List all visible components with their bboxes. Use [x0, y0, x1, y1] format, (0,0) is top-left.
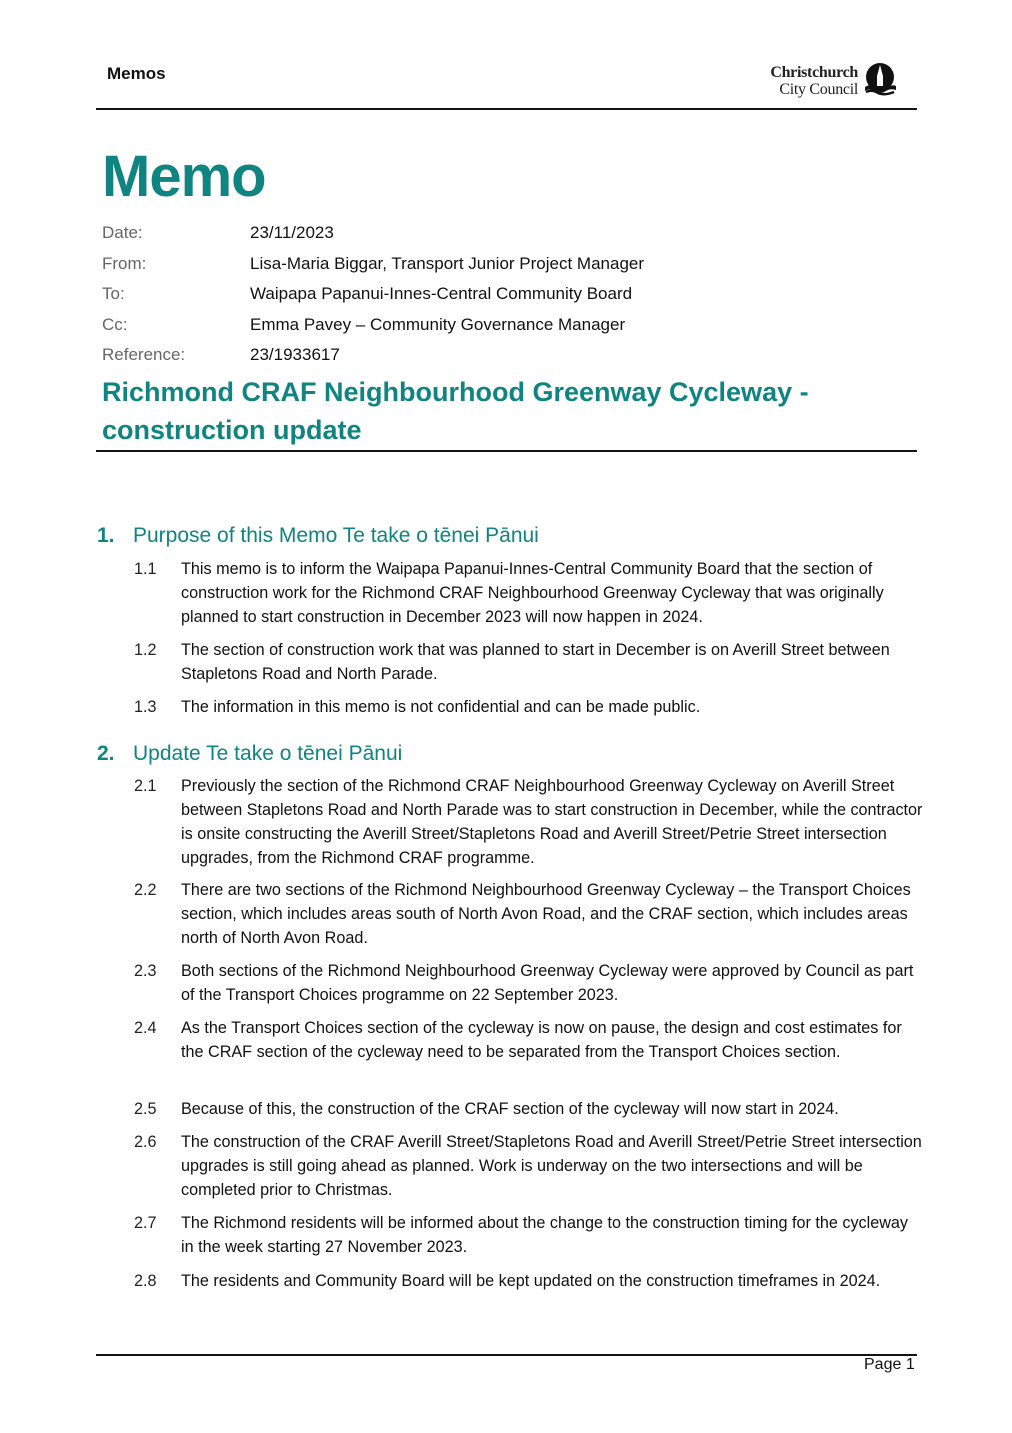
- meta-value: Lisa-Maria Biggar, Transport Junior Project Manager: [250, 253, 645, 273]
- logo-line-1: Christchurch: [770, 64, 858, 81]
- paragraph-number: 1.1: [134, 560, 157, 578]
- meta-label: To:: [102, 284, 125, 303]
- paragraph-number: 2.6: [134, 1133, 157, 1151]
- logo-wordmark: [748, 64, 858, 98]
- section-title: Update Te take o tēnei Pānui: [133, 742, 403, 765]
- paragraph-number: 2.1: [134, 777, 157, 795]
- section-heading-purpose: [97, 522, 539, 550]
- section-title: Purpose of this Memo Te take o tēnei Pānui: [133, 524, 539, 547]
- paragraph-number: 2.3: [134, 962, 157, 980]
- meta-value: Emma Pavey – Community Governance Manager: [250, 314, 626, 334]
- paragraph: [134, 1211, 924, 1259]
- paragraph-text: Because of this, the construction of the CRAF section of the cycleway will now start in 2024.: [181, 1100, 839, 1118]
- meta-label: Reference:: [102, 345, 186, 364]
- paragraph-text: The Richmond residents will be informed about the change to the construction timing for the cycleway in the week starting 27 November 2023.: [181, 1214, 909, 1256]
- paragraph-text: The residents and Community Board will be kept updated on the construction timeframes in 2024.: [181, 1272, 881, 1290]
- footer-divider: [96, 1354, 917, 1356]
- paragraph: [134, 1269, 924, 1293]
- meta-value: 23/1933617: [250, 345, 340, 364]
- paragraph-number: 2.4: [134, 1019, 157, 1037]
- paragraph-text: The section of construction work that was planned to start in December is on Averill Street between Stapletons Road and North Parade.: [181, 641, 890, 683]
- document-title: Richmond CRAF Neighbourhood Greenway Cycleway - construction update: [102, 377, 809, 445]
- paragraph: [134, 774, 924, 870]
- logo-line-2: City Council: [779, 81, 858, 98]
- paragraph-text: Both sections of the Richmond Neighbourhood Greenway Cycleway were approved by Council as part of the Transport Choices programme on 22 September 2023.: [181, 962, 914, 1004]
- section-number: 2.: [97, 742, 115, 765]
- paragraph-number: 1.3: [134, 698, 157, 716]
- paragraph-number: 2.2: [134, 881, 157, 899]
- paragraph-text: The information in this memo is not confidential and can be made public.: [181, 698, 701, 716]
- paragraph: [134, 878, 924, 950]
- paragraph-number: 2.8: [134, 1272, 157, 1290]
- meta-value: 23/11/2023: [250, 223, 334, 242]
- meta-label: Cc:: [102, 314, 128, 334]
- paragraph-number: 1.2: [134, 641, 157, 659]
- header-section-label: Memos: [107, 64, 166, 83]
- paragraph: [134, 959, 924, 1007]
- paragraph-text: Previously the section of the Richmond CRAF Neighbourhood Greenway Cycleway on Averill Street between Stapletons Road and North Parade was to start construction in December, while the contractor is onsite constructing the Averill Street/Stapletons Road and Averill Street/Petrie Street intersection upgrades, from the Richmond CRAF programme.: [181, 777, 923, 867]
- meta-value: Waipapa Papanui-Innes-Central Community Board: [250, 284, 633, 303]
- meta-label: Date:: [102, 223, 143, 242]
- section-heading-update: [97, 740, 402, 768]
- paragraph-text: The construction of the CRAF Averill Street/Stapletons Road and Averill Street/Petrie Street intersection upgrades is still going ahead as planned. Work is underway on the two intersections and will be completed prior to Christmas.: [181, 1133, 922, 1199]
- memo-heading: Memo: [102, 144, 266, 209]
- paragraph: [134, 1130, 924, 1202]
- paragraph: [134, 1016, 924, 1064]
- paragraph: [134, 638, 924, 686]
- council-logo: [748, 62, 900, 102]
- meta-label: From:: [102, 253, 147, 273]
- paragraph-text: There are two sections of the Richmond Neighbourhood Greenway Cycleway – the Transport Choices section, which includes areas south of North Avon Road, and the CRAF section, which includes areas north of North Avon Road.: [181, 881, 911, 947]
- section-number: 1.: [97, 524, 115, 547]
- paragraph: [134, 557, 924, 629]
- paragraph-number: 2.5: [134, 1100, 157, 1118]
- paragraph: [134, 1097, 924, 1121]
- cathedral-emblem-icon: [862, 62, 898, 98]
- page-number: Page 1: [864, 1356, 915, 1373]
- title-divider: [96, 450, 917, 452]
- paragraph-text: As the Transport Choices section of the cycleway is now on pause, the design and cost estimates for the CRAF section of the cycleway need to be separated from the Transport Choices section.: [181, 1019, 902, 1061]
- paragraph: [134, 695, 924, 719]
- paragraph-text: This memo is to inform the Waipapa Papanui-Innes-Central Community Board that the section of construction work for the Richmond CRAF Neighbourhood Greenway Cycleway that was originally planned to start construction in December 2023 will now happen in 2024.: [181, 560, 884, 626]
- paragraph-number: 2.7: [134, 1214, 157, 1232]
- header-divider: [96, 108, 917, 110]
